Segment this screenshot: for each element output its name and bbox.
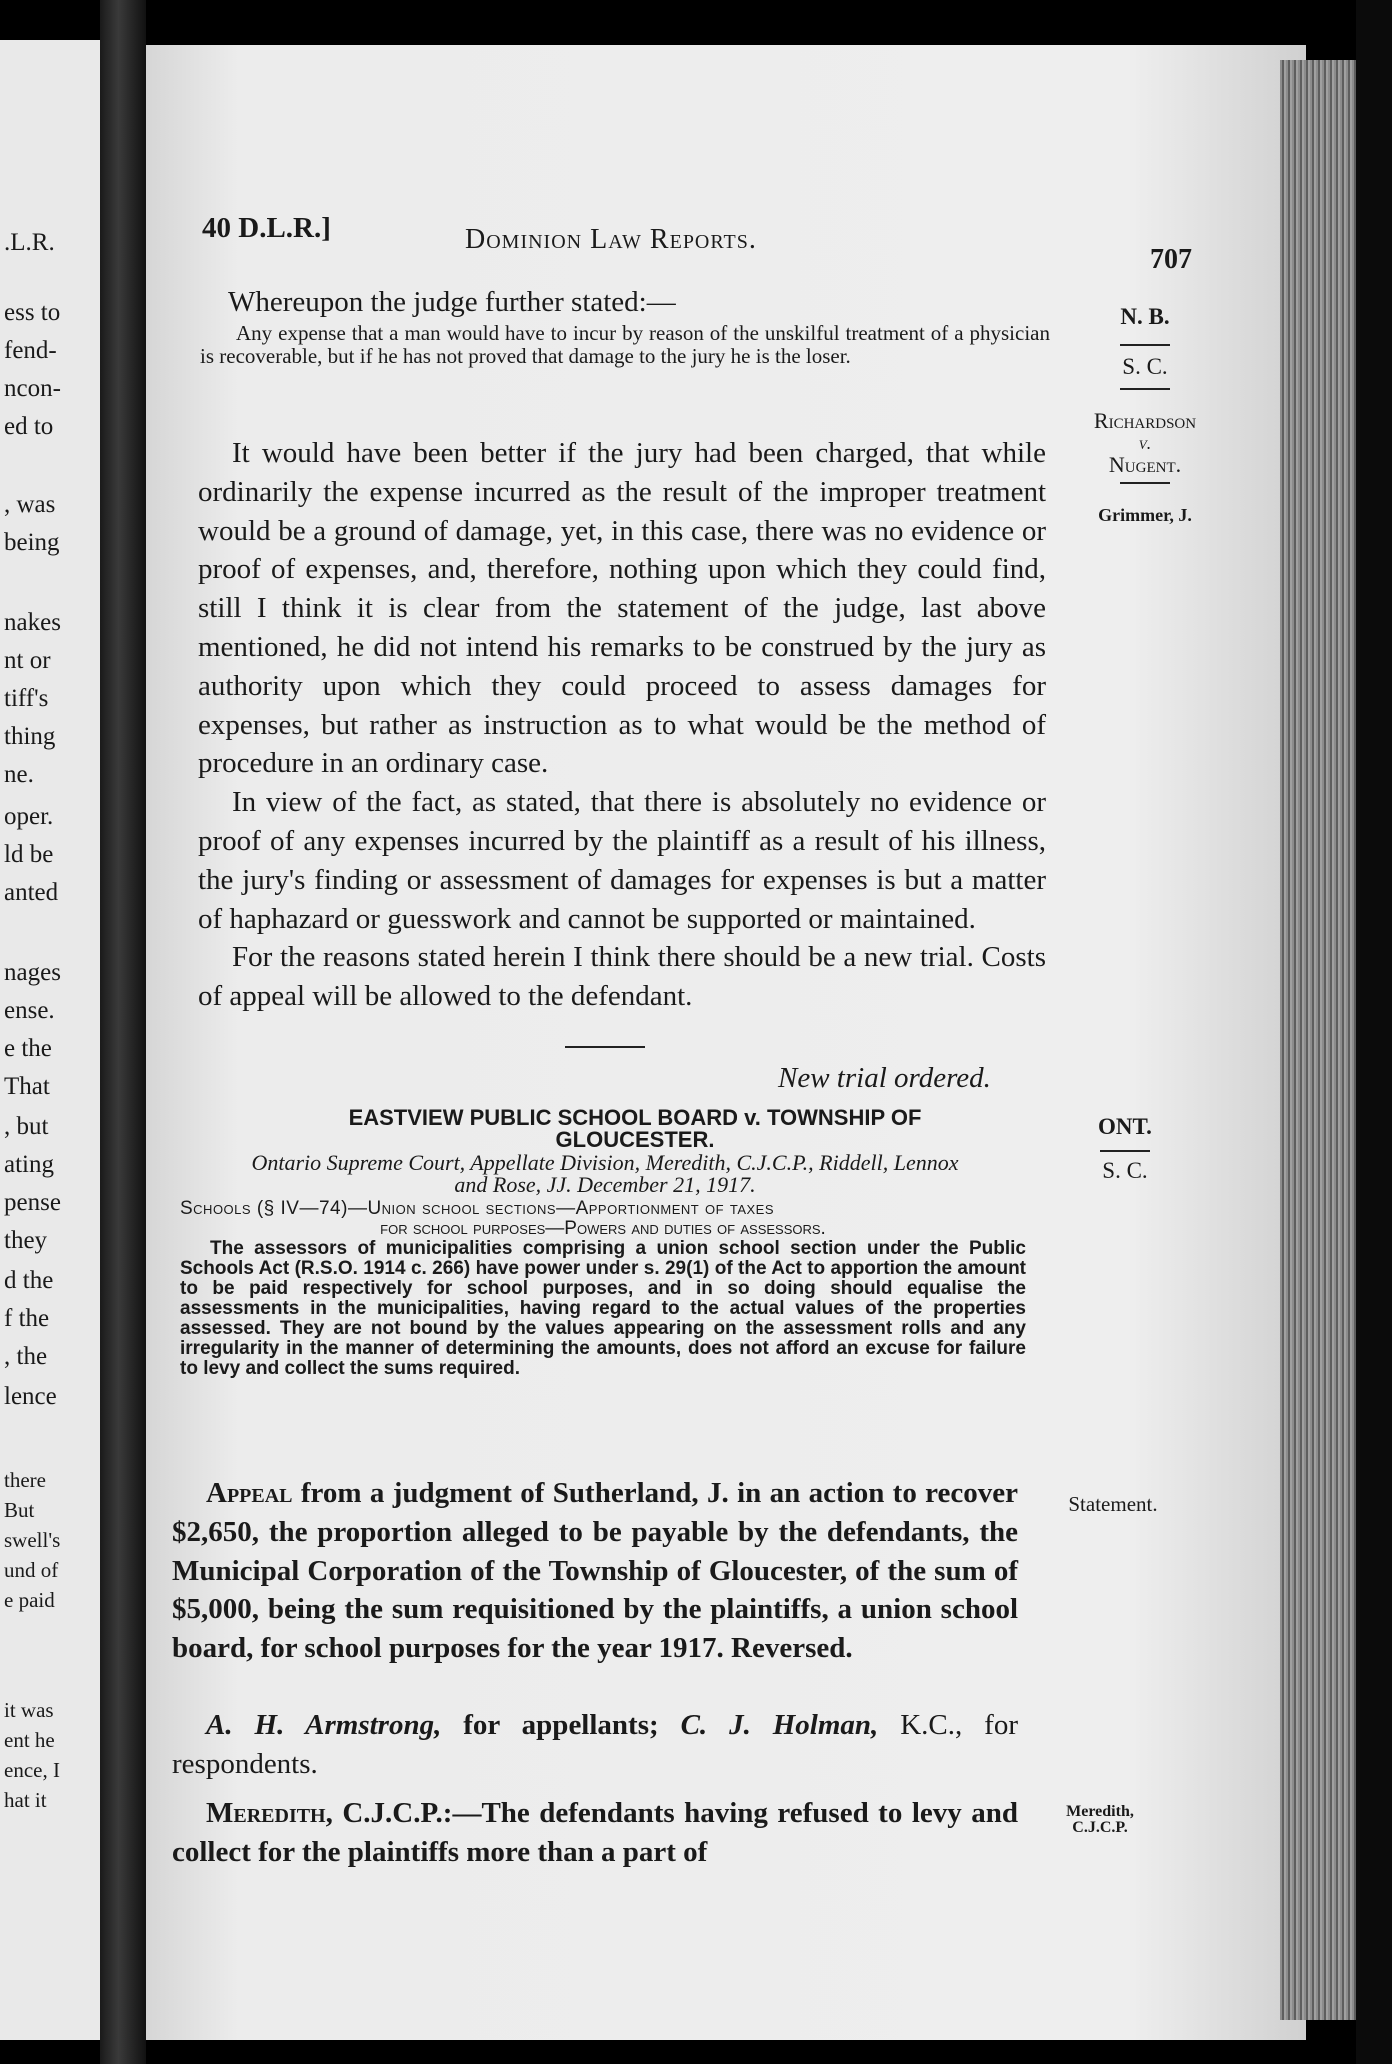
margin-judge: Grimmer, J. (1098, 505, 1192, 525)
facing-page-text: ncon- (4, 375, 61, 402)
case-title: EASTVIEW PUBLIC SCHOOL BOARD v. TOWNSHIP OF GLOUCESTER. (348, 1105, 922, 1152)
case-result: New trial ordered. (778, 1062, 991, 1094)
catchwords: Schools (§ IV—74)—Union school sections—Apportionment of taxes (180, 1198, 775, 1219)
headnote-text: The assessors of municipalities comprising a union school section under the Public Schools Act (R.S.O. 1914 c. 266) have power under s. 29(1) of the Act to apportion the amount to be paid respectively for school purposes, and in so doing should equalise the assessments in the municipalities, having regard to the actual values of the properties assessed. They are not bound by the values appearing on the assessment rolls and any irregularity in the manner of determining the amounts, does not afford an excuse for failure to levy and collect the sums required. (180, 1238, 1026, 1379)
intro-line: Whereupon the judge further stated:— (228, 286, 676, 318)
facing-page-text: That (4, 1073, 50, 1100)
facing-page-text: thing (4, 723, 56, 750)
facing-page-text: und of (4, 1558, 59, 1582)
short-rule (565, 1046, 645, 1048)
margin-province-2: ONT. (1098, 1114, 1152, 1139)
facing-page-fragment (0, 40, 100, 2040)
facing-page-text: ed to (4, 413, 54, 440)
facing-page-text: hat it (4, 1788, 47, 1812)
facing-page-text: .L.R. (4, 229, 55, 256)
margin-court-2: S. C. (1080, 1146, 1170, 1184)
facing-page-text: pense (4, 1189, 61, 1216)
paragraph-1: It would have been better if the jury had been charged, that while ordinarily the expense incurred as the result of the improper treatment would be a ground of damage, yet, in this case, there was no evidence or proof of expenses, and, therefore, nothing upon which they could find, still I think it is clear from the statement of the judge, last above mentioned, he did not intend his remarks to be construed by the jury as authority upon which they could proceed to assess damages for expenses, but rather as instruction as to what would be the method of procedure in an ordinary case. (198, 437, 1046, 780)
margin-case-name: Richardson v. Nugent. (1060, 408, 1230, 488)
paragraph-3: For the reasons stated herein I think there should be a new trial. Costs of appeal will be allowed to the defendant. (198, 941, 1046, 1013)
facing-page-text: ating (4, 1151, 54, 1178)
facing-page-text: ent he (4, 1728, 55, 1752)
facing-page-text: , was (4, 491, 56, 518)
appeal-statement: Appeal from a judgment of Sutherland, J. in an action to recover $2,650, the proportion alleged to be payable by the defendants, the Municipal Corporation of the Township of Gloucester, of the sum of $5,000, being the sum requisitioned by the plaintiffs, a union school board, for school purposes for the year 1917. Reversed. (172, 1477, 1019, 1665)
facing-page-text: nakes (4, 609, 61, 636)
margin-court: S. C. (1100, 340, 1190, 394)
facing-page-text: But (4, 1498, 35, 1522)
dark-border (1356, 0, 1392, 2064)
facing-page-text: there (4, 1468, 46, 1492)
facing-page-text: d the (4, 1267, 54, 1294)
facing-page-text: it was (4, 1698, 54, 1722)
facing-page-text: fend- (4, 337, 57, 364)
facing-page-text: ence, I (4, 1758, 60, 1782)
facing-page-text: tiff's (4, 685, 49, 712)
facing-page-text: f the (4, 1305, 50, 1332)
facing-page-text: e paid (4, 1588, 55, 1612)
book-gutter (100, 0, 146, 2064)
facing-page-text: ess to (4, 299, 61, 326)
facing-page-text: anted (4, 879, 59, 906)
volume-reference: 40 D.L.R.] (202, 212, 331, 244)
page-number: 707 (1150, 244, 1192, 275)
counsel-line: A. H. Armstrong, for appellants; C. J. Holman, K.C., for respondents. (172, 1709, 1018, 1780)
margin-province: N. B. (1120, 304, 1170, 329)
facing-page-text: nt or (4, 647, 51, 674)
margin-judge-2: Meredith, C.J.C.P. (1066, 1803, 1134, 1836)
facing-page-text: being (4, 529, 60, 556)
facing-page-text: , but (4, 1113, 49, 1140)
quoted-charge: Any expense that a man would have to incur by reason of the unskilful treatment of a physician is recoverable, but if he has not proved that damage to the jury he is the loser. (200, 321, 1050, 368)
paragraph-2: In view of the fact, as stated, that there is absolutely no evidence or proof of any expenses incurred by the plaintiff as a result of his illness, the jury's finding or assessment of damages for expenses is but a matter of haphazard or guesswork and cannot be supported or maintained. (198, 786, 1046, 935)
facing-page-text: ne. (4, 761, 34, 788)
court-line: Ontario Supreme Court, Appellate Division, Meredith, C.J.C.P., Riddell, Lennox and Rose, JJ. December 21, 1917. (251, 1150, 959, 1197)
facing-page-text: ense. (4, 997, 55, 1024)
page-edges (1280, 60, 1360, 2020)
judgment-opening: Meredith, C.J.C.P.:—The defendants having refused to levy and collect for the plaintiffs more than a part of (172, 1797, 1018, 1868)
facing-page-text: they (4, 1227, 48, 1254)
margin-statement: Statement. (1068, 1492, 1158, 1516)
facing-page-text: ld be (4, 841, 54, 868)
facing-page-text: e the (4, 1035, 52, 1062)
facing-page-text: lence (4, 1383, 57, 1410)
facing-page-text: , the (4, 1343, 48, 1370)
catchwords-continued: for school purposes—Powers and duties of assessors. (380, 1218, 826, 1239)
facing-page-text: nages (4, 959, 61, 986)
facing-page-text: swell's (4, 1528, 61, 1552)
facing-page-text: oper. (4, 803, 54, 830)
first-case-body (198, 434, 1046, 1016)
journal-title: Dominion Law Reports. (465, 224, 757, 255)
headnote (180, 1199, 1026, 1379)
